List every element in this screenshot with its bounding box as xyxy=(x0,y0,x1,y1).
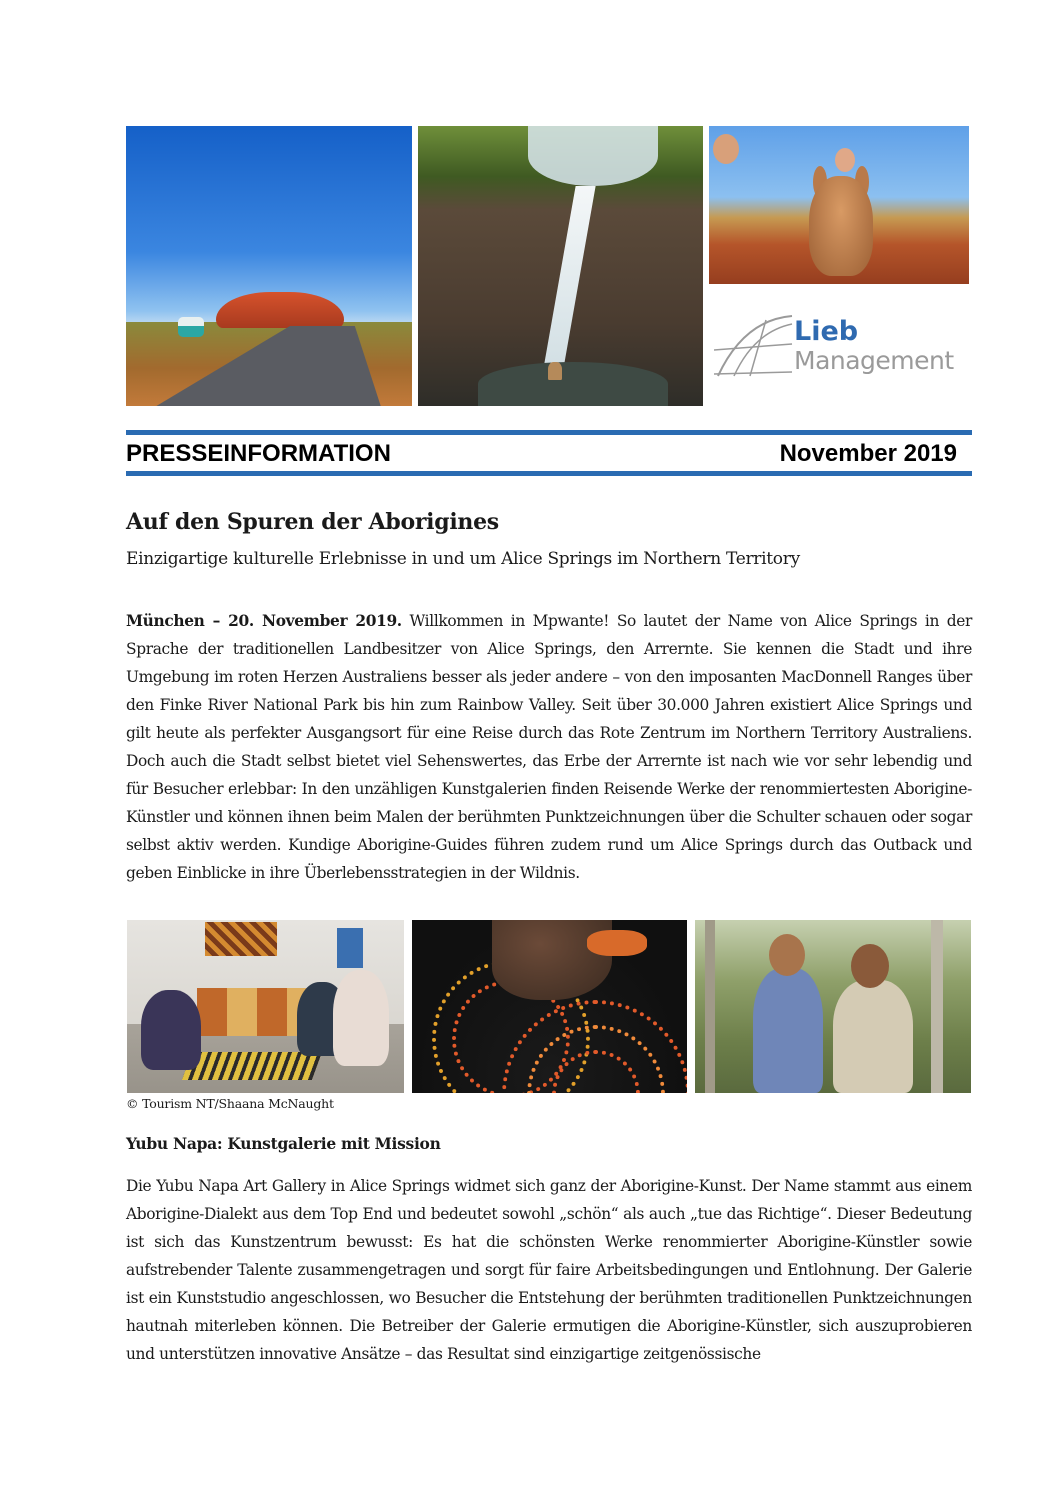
photo-waterfall xyxy=(418,126,703,406)
intro-lead: München – 20. November 2019. xyxy=(126,612,402,630)
press-date: November 2019 xyxy=(779,440,957,467)
logo-text-lieb: Lieb xyxy=(794,316,859,347)
press-label: PRESSEINFORMATION xyxy=(126,440,391,467)
intro-text: Willkommen in Mpwante! So lautet der Name von Alice Springs in der Sprache der traditionellen Landbesitzer von Alice Springs, den Arrernte. Sie kennen die Stadt und ihre Umgebung im roten Herzen Australiens besser als jeder andere – von den imposanten MacDonnell Ranges über den Finke River National Park bis hin zum Rainbow Valley. Seit über 30.000 Jahren existiert Alice Springs und gilt heute als perfekter Ausgangsort für eine Reise durch das Rote Zentrum im Northern Territory Australiens. Doch auch die Stadt selbst bietet viel Sehenswertes, das Erbe der Arrernte ist nach wie vor sehr lebendig und für Besucher erlebbar: In den unzähligen Kunstgalerien finden Reisende Werke der renommiertesten Aborigine-Künstler und können ihnen beim Malen der berühmten Punktzeichnungen über die Schulter schauen oder sogar selbst aktiv werden. Kundige Aborigine-Guides führen zudem rund um Alice Springs durch das Outback und geben Einblicke in ihre Überlebensstrategien in der Wildnis. xyxy=(126,612,972,882)
intro-paragraph xyxy=(126,607,972,887)
photo-dot-painting xyxy=(412,920,687,1093)
press-header-bar xyxy=(126,430,972,476)
logo-mark-icon xyxy=(714,310,794,380)
photo-art-gallery xyxy=(127,920,404,1093)
logo-text-management: Management xyxy=(794,346,954,375)
photo-kangaroo xyxy=(709,126,969,284)
headline: Auf den Spuren der Aborigines xyxy=(126,509,499,535)
subheadline: Einzigartige kulturelle Erlebnisse in und um Alice Springs im Northern Territory xyxy=(126,549,800,569)
photo-aboriginal-guides xyxy=(695,920,971,1093)
photo-credit: © Tourism NT/Shaana McNaught xyxy=(126,1096,334,1111)
section-paragraph: Die Yubu Napa Art Gallery in Alice Springs widmet sich ganz der Aborigine-Kunst. Der Name stammt aus einem Aborigine-Dialekt aus dem Top End und bedeutet sowohl „schön“ als auch „tue das Richtige“. Dieser Bedeutung ist sich das Kunstzentrum bewusst: Es hat die schönsten Werke renommierter Aborigine-Künstler sowie aufstrebender Talente zusammengetragen und sorgt für faire Arbeitsbedingungen und Entlohnung. Der Galerie ist ein Kunststudio angeschlossen, wo Besucher die Entstehung der berühmten traditionellen Punktzeichnungen hautnah miterleben können. Die Betreiber der Galerie ermutigen die Aborigine-Künstler, sich auszuprobieren und unterstützen innovative Ansätze – das Resultat sind einzigartige zeitgenössische xyxy=(126,1177,972,1363)
section-title: Yubu Napa: Kunstgalerie mit Mission xyxy=(126,1134,441,1153)
company-logo xyxy=(714,306,970,384)
photo-uluru-road xyxy=(126,126,412,406)
